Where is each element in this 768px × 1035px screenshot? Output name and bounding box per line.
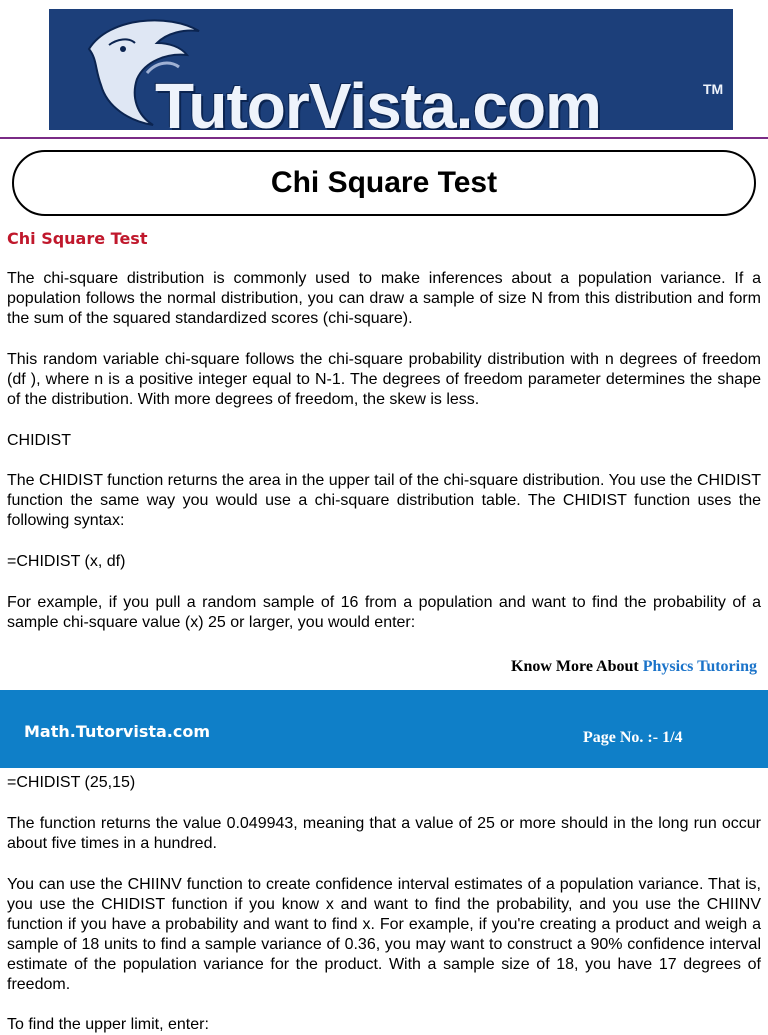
page-number: Page No. :- 1/4 bbox=[583, 729, 683, 746]
paragraph-2: This random variable chi-square follows the chi-square probability distribution with n degrees of freedom (df ), where n is a positive integer equal to N-1. The degrees of freedom parameter determines the shape of the distribution. With more degrees of freedom, the skew is less. bbox=[7, 351, 761, 408]
section-heading: Chi Square Test bbox=[7, 229, 148, 248]
footer-site-name: Math.Tutorvista.com bbox=[24, 722, 211, 741]
brand-wordmark: TutorVista.com bbox=[155, 70, 601, 130]
paragraph-6: You can use the CHIINV function to create confidence interval estimates of a population variance. That is, you use the CHIDIST function if you know x and want to find the probability, and you use the CHIINV function if you have a probability and want to find x. For example, if you're creating a product and weigh a sample of 18 units to find a sample variance of 0.36, you may want to construct a 90% confidence interval estimate of the population variance for the product. With a sample size of 18, you have 17 degrees of freedom. bbox=[7, 876, 761, 993]
trademark-mark: TM bbox=[703, 81, 724, 97]
paragraph-1: The chi-square distribution is commonly used to make inferences about a population variance. If a population follows the normal distribution, you can draw a sample of size N from this distribution and form the sum of the squared standardized scores (chi-square). bbox=[7, 270, 761, 327]
title-box bbox=[12, 150, 756, 216]
header-divider bbox=[0, 137, 768, 139]
know-more-line bbox=[511, 658, 757, 676]
formula-chidist: =CHIDIST (x, df) bbox=[7, 553, 126, 570]
paragraph-3: The CHIDIST function returns the area in the upper tail of the chi-square distribution. You use the CHIDIST function the same way you would use a chi-square distribution table. The CHIDIST function uses the following syntax: bbox=[7, 472, 761, 529]
paragraph-7: To find the upper limit, enter: bbox=[7, 1016, 209, 1033]
page-title: Chi Square Test bbox=[270, 166, 498, 199]
tutorvista-banner bbox=[49, 9, 733, 130]
paragraph-chidist-label: CHIDIST bbox=[7, 432, 71, 449]
paragraph-4: For example, if you pull a random sample of 16 from a population and want to find the probability of a sample chi-square value (x) 25 or larger, you would enter: bbox=[7, 594, 761, 631]
paragraph-5: The function returns the value 0.049943, meaning that a value of 25 or more should in the long run occur about five times in a hundred. bbox=[7, 815, 761, 852]
know-more-prefix: Know More About bbox=[511, 658, 643, 675]
physics-tutoring-link[interactable]: Physics Tutoring bbox=[642, 658, 757, 675]
formula-chidist-example: =CHIDIST (25,15) bbox=[7, 774, 136, 791]
page-footer bbox=[0, 690, 768, 768]
